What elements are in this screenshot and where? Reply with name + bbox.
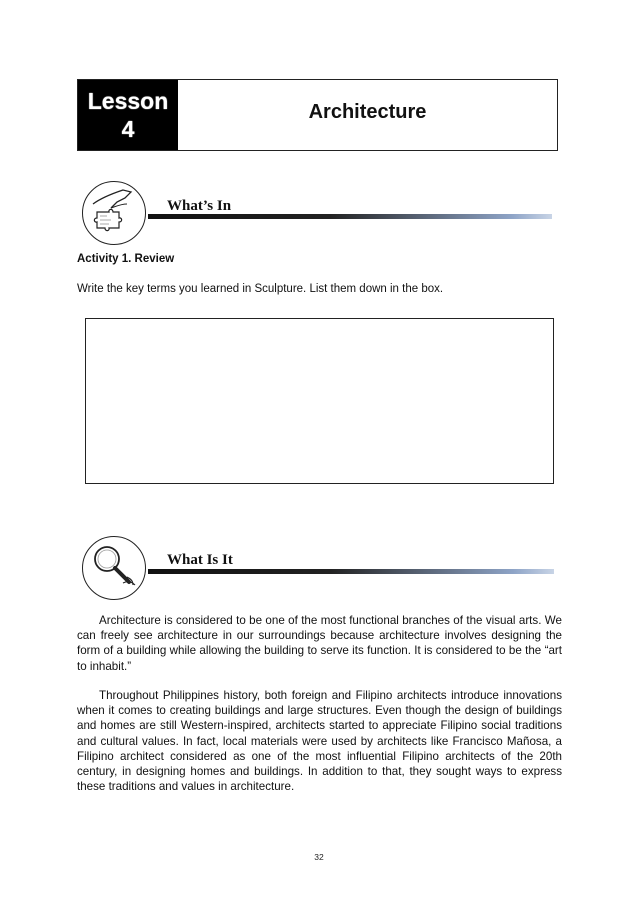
section-divider [148,214,552,219]
activity-title: Activity 1. Review [77,253,175,265]
paragraph: Throughout Philippines history, both foreign and Filipino architects introduce innovations when it comes to creating buildings and large structures. Even though the design of buildings and homes are still Western-inspired, architects started to appreciate Filipino social traditions and cultural values. In fact, local materials were used by architects like Francisco Mañosa, a Filipino architect considered as one of the most influential Filipino architects of the 20th century, in designing homes and buildings. In addition to that, they sought ways to express these traditions and values in architecture. [77,689,562,794]
lesson-header [77,79,558,151]
lesson-number: 4 [121,116,135,142]
lesson-badge [78,80,178,150]
page-number: 32 [314,852,324,862]
section-divider [148,569,554,574]
lesson-label: Lesson [87,88,169,114]
lesson-title: Architecture [308,100,427,123]
hand-puzzle-icon [82,181,146,245]
paragraph: Architecture is considered to be one of the most functional branches of the visual arts. We can freely see architecture in our surroundings because architecture involves designing the form of a building while allowing the building to serve its function. It is considered to be the “art to inhabit.” [77,614,562,673]
magnifying-glass-icon [82,536,146,600]
answer-box[interactable] [85,318,554,484]
section-title-what-is-it: What Is It [167,552,233,568]
activity-instruction: Write the key terms you learned in Sculpture. List them down in the box. [77,283,444,295]
section-title-whats-in: What’s In [167,198,232,214]
